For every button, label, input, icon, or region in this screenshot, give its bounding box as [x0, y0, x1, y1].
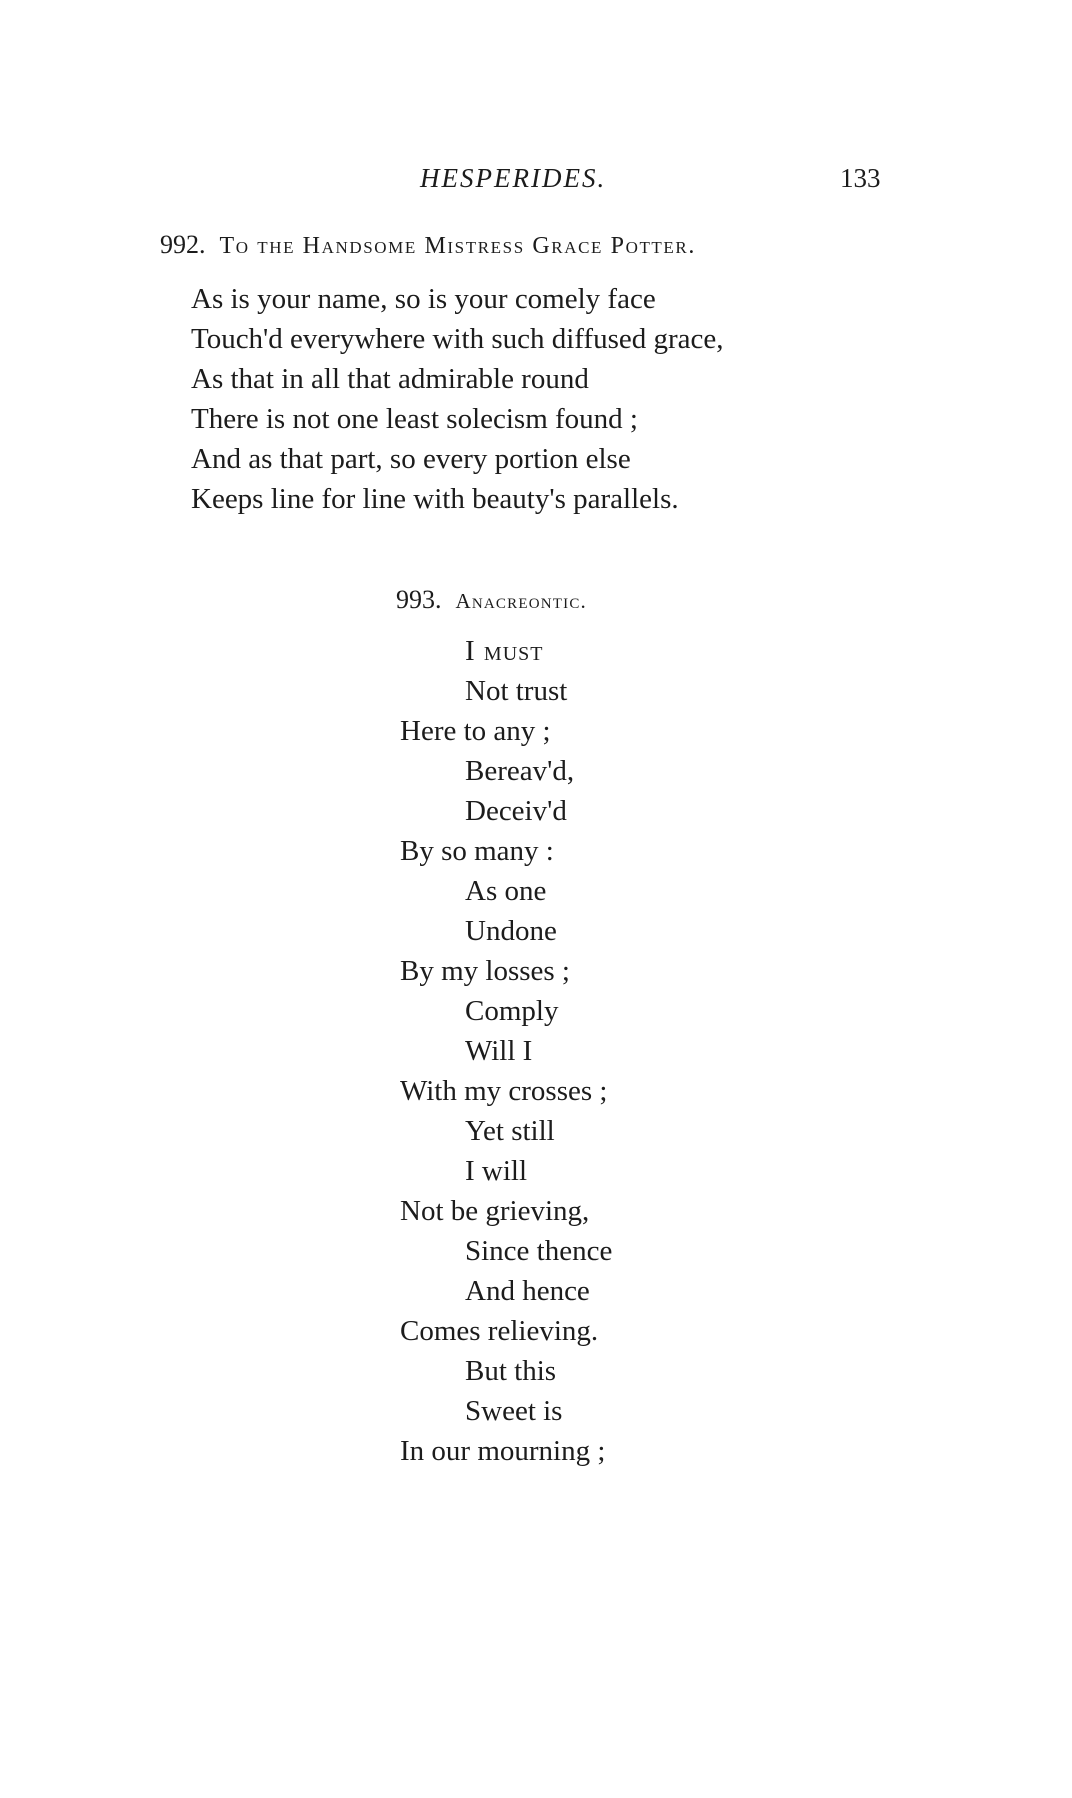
poem-line: Here to any ; [400, 715, 551, 747]
poem-line: Undone [465, 915, 557, 947]
poem-line: And as that part, so every portion else [191, 443, 631, 475]
poem-line: Not trust [465, 675, 568, 707]
poem-heading-992 [160, 230, 696, 260]
poem-993-text [0, 631, 1072, 1471]
poem-line: In our mourning ; [400, 1435, 606, 1467]
poem-line: Touch'd everywhere with such diffused grace, [191, 323, 724, 355]
poem-title: To the Handsome Mistress Grace Potter. [219, 233, 696, 259]
poem-line: I must [465, 635, 544, 667]
poem-line: As is your name, so is your comely face [191, 283, 656, 315]
poem-line: As one [465, 875, 547, 907]
poem-line: But this [465, 1355, 557, 1387]
poem-line: With my crosses ; [400, 1075, 608, 1107]
poem-line: By my losses ; [400, 955, 570, 987]
poem-number: 993. [396, 585, 442, 614]
poem-line: Sweet is [465, 1395, 563, 1427]
poem-heading-993 [396, 585, 587, 615]
poem-line: Bereav'd, [465, 755, 575, 787]
running-title: HESPERIDES. [420, 163, 607, 193]
running-head [0, 163, 1072, 203]
poem-line: Not be grieving, [400, 1195, 590, 1227]
poem-line: I will [465, 1155, 528, 1187]
poem-line: Since thence [465, 1235, 613, 1267]
poem-line: As that in all that admirable round [191, 363, 589, 395]
poem-line: By so many : [400, 835, 554, 867]
poem-line: Comes relieving. [400, 1315, 599, 1347]
poem-line: Keeps line for line with beauty's parallels. [191, 483, 679, 515]
poem-line: Will I [465, 1035, 533, 1067]
page-number: 133 [840, 163, 881, 193]
poem-line: And hence [465, 1275, 590, 1307]
poem-number: 992. [160, 230, 206, 259]
poem-992-text [191, 279, 724, 519]
poem-line: Yet still [465, 1115, 555, 1147]
poem-line: Comply [465, 995, 559, 1027]
poem-title: Anacreontic. [455, 589, 587, 613]
poem-line: There is not one least solecism found ; [191, 403, 638, 435]
poem-line: Deceiv'd [465, 795, 567, 827]
